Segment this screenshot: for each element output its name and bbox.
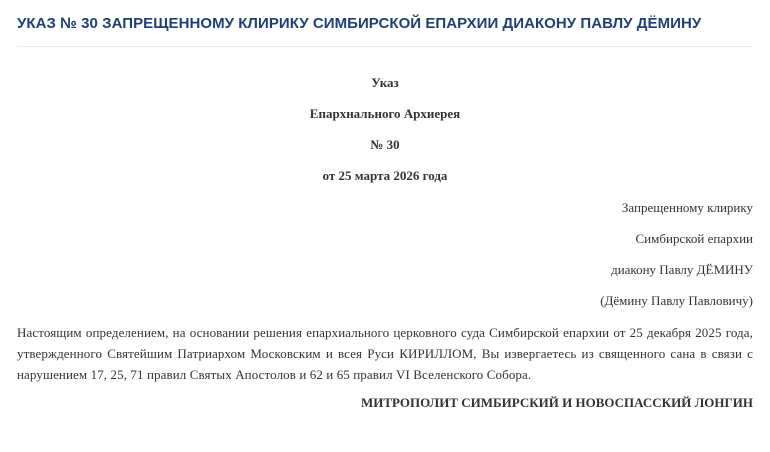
decree-number: № 30 [370,137,400,152]
decree-date: от 25 марта 2026 года [322,168,448,183]
addressee-line-1: Запрещенному клирику [621,200,753,215]
document-title: УКАЗ № 30 ЗАПРЕЩЕННОМУ КЛИРИКУ СИМБИРСКОЙ ЕПАРХИИ ДИАКОНУ ПАВЛУ ДЁМИНУ [17,15,702,32]
decree-body: Настоящим определением, на основании решения епархиального церковного суда Симбирской епархии от 25 декабря 2025 года, утвержденного Святейшим Патриархом Московским и всея Руси КИРИЛЛОМ, Вы извергаетесь из священного сана в связи с нарушением 17, 25, 71 правил Святых Апостолов и 62 и 65 правил VI Вселенского Собора. [17,325,753,382]
addressee-line-3: диакону Павлу ДЁМИНУ [611,262,753,277]
addressee-line-2: Симбирской епархии [635,231,753,246]
title-divider [17,46,753,47]
signature: МИТРОПОЛИТ СИМБИРСКИЙ И НОВОСПАССКИЙ ЛОНГИН [360,395,753,410]
addressee-line-4: (Дёмину Павлу Павловичу) [600,293,753,308]
decree-issuer: Епархнального Архиерея [309,106,461,121]
decree-heading: Указ [371,75,399,90]
